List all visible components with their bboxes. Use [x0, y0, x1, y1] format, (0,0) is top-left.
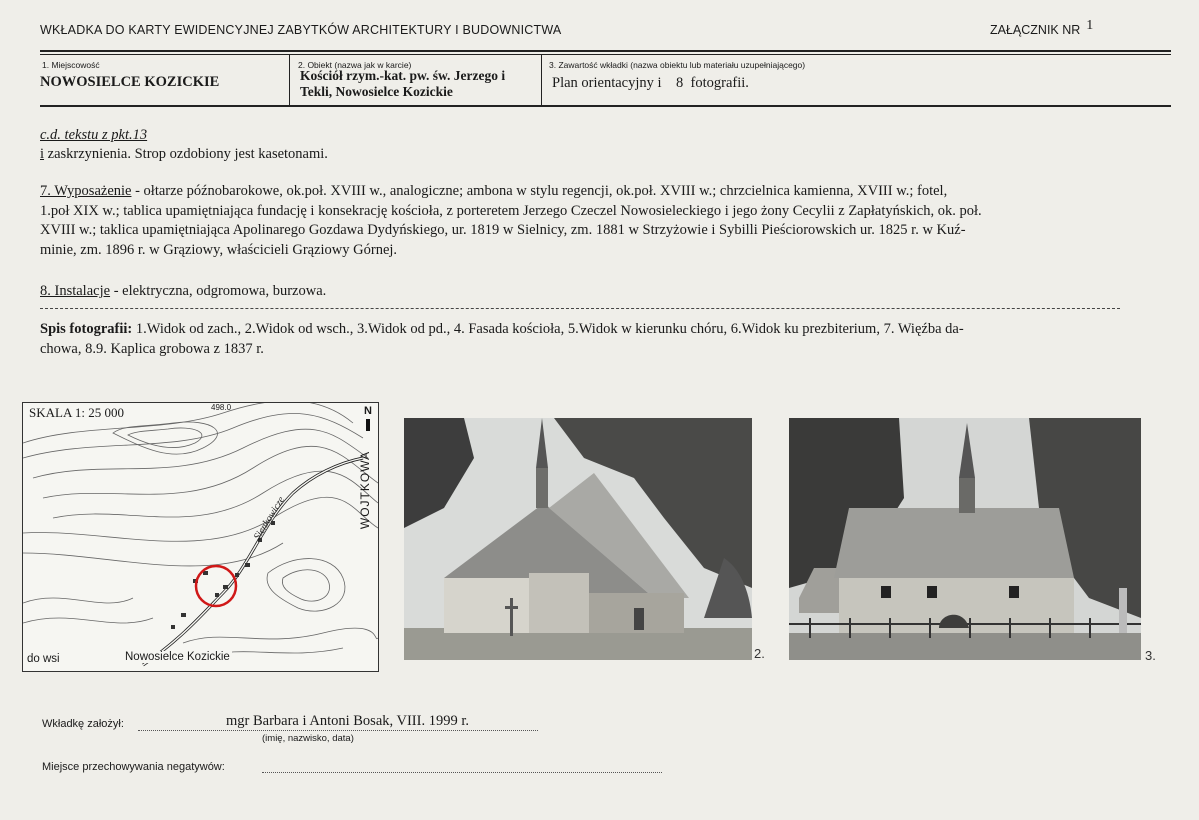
contour-lines	[23, 403, 378, 658]
document-title: WKŁADKA DO KARTY EWIDENCYJNEJ ZABYTKÓW ARCHITEKTURY I BUDOWNICTWA	[40, 23, 562, 37]
map-village-label: Nowosielce Kozickie	[125, 651, 230, 663]
map-scale-label: SKALA 1: 25 000	[29, 405, 124, 420]
field-divider-1	[289, 54, 290, 106]
main-road	[143, 458, 363, 665]
storage-label: Miejsce przechowywania negatywów:	[42, 761, 225, 773]
header-rule-thin	[40, 54, 1171, 55]
object-value-line-2: Tekli, Nowosielce Kozickie	[300, 84, 453, 99]
photos-list-heading: Spis fotografii:	[40, 321, 133, 337]
continuation-heading	[40, 126, 1120, 146]
map-road-label: Sienkowicze	[251, 494, 288, 543]
section-7-line-1: - ołtarze późnobarokowe, ok.poł. XVIII w., analogiczne; ambona w stylu regencji, ok.poł. XVIII w.; chrzcielnica kamienna, XVIII w.; fotel,	[131, 183, 948, 199]
contents-label: 3. Zawartość wkładki (nazwa obiektu lub materiału uzupełniającego)	[549, 60, 806, 70]
author-value: mgr Barbara i Antoni Bosak, VIII. 1999 r.	[226, 713, 469, 729]
section-7-line-3: XVIII w.; taklica upamiętniająca Apolinarego Gozdawa Dydyńskiego, ur. 1819 w Sielnicy, zm. 1881 w Strzyżowie i Sybilli Pieściorowskich ur. 1825 r. w Kuź-	[40, 222, 966, 238]
contents-value: Plan orientacyjny i 8 fotografii.	[552, 75, 749, 91]
header-rule-top	[40, 50, 1171, 52]
photo-3-image	[789, 418, 1141, 660]
section-7-line-2: 1.poł XIX w.; tablica upamiętniająca fundację i konsekrację kościoła, z porteretem Jerzego Czeczel Nowosieleckiego i jego żony Cecylii z Zapłatyńskich, ok. poł.	[40, 202, 982, 219]
photo-3	[789, 418, 1141, 660]
section-8	[40, 282, 1120, 302]
annex-number: 1	[1086, 18, 1094, 33]
photos-list-line-1: 1.Widok od zach., 2.Widok od wsch., 3.Widok od pd., 4. Fasada kościoła, 5.Widok w kierunku chóru, 6.Widok ku prezbiterium, 7. Więźba da-	[132, 321, 964, 337]
annex-label-text: ZAŁĄCZNIK NR	[990, 23, 1081, 37]
locality-value: NOWOSIELCE KOZICKIE	[40, 74, 220, 90]
section-7	[40, 182, 1120, 260]
photo-2-image	[404, 418, 752, 660]
fields-rule-bottom	[40, 105, 1171, 107]
continuation-first-letter: i	[40, 146, 45, 162]
north-arrow-icon	[366, 419, 370, 431]
continuation-paragraph	[40, 145, 1120, 165]
author-label: Wkładkę założył:	[42, 718, 124, 730]
dashed-divider	[40, 308, 1120, 309]
photos-list-line-2: chowa, 8.9. Kaplica grobowa z 1837 r.	[40, 340, 264, 357]
photo-3-caption: 3.	[1145, 648, 1156, 663]
photos-list	[40, 320, 1120, 359]
map-side-label: WOJTKOWA	[357, 450, 372, 530]
field-divider-2	[541, 54, 542, 106]
object-value	[300, 68, 505, 100]
section-8-text: - elektryczna, odgromowa, burzowa.	[110, 283, 327, 299]
continuation-heading-text: c.d. tekstu z pkt.13	[40, 127, 148, 143]
storage-line	[262, 772, 662, 773]
object-value-line-1: Kościół rzym.-kat. pw. św. Jerzego i	[300, 68, 506, 83]
north-label: N	[364, 405, 372, 417]
object-label: 2. Obiekt (nazwa jak w karcie)	[298, 60, 412, 70]
map-direction-label: do wsi	[27, 653, 60, 665]
section-8-heading: 8. Instalacje	[40, 283, 111, 299]
photo-2	[404, 418, 752, 660]
section-7-heading: 7. Wyposażenie	[40, 183, 132, 199]
author-line	[138, 730, 538, 731]
locality-label: 1. Miejscowość	[42, 60, 100, 70]
author-caption: (imię, nazwisko, data)	[262, 733, 354, 744]
main-road-inner	[143, 458, 363, 665]
photo-2-caption: 2.	[754, 646, 765, 661]
annex-label	[990, 18, 1094, 39]
map-graphic	[23, 403, 378, 671]
orientation-map	[22, 402, 379, 672]
continuation-text: zaskrzynienia. Strop ozdobiony jest kasetonami.	[44, 146, 328, 162]
map-elevation-label: 498.0	[211, 403, 232, 412]
section-7-line-4: minie, zm. 1896 r. w Grąziowy, właścicieli Grąziowy Górnej.	[40, 241, 398, 258]
